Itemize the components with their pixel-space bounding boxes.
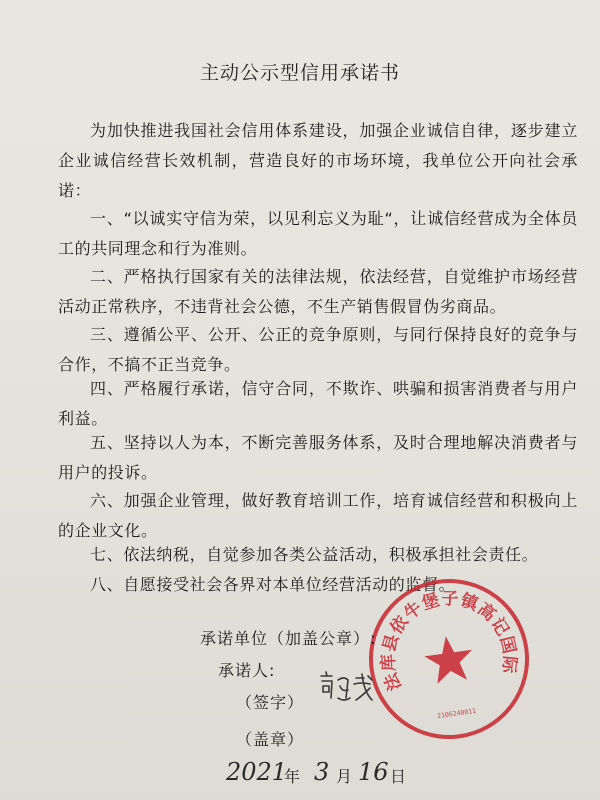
date-day-handwritten: 16: [358, 758, 389, 786]
pledge-item-3: 三、遵循公平、公开、公正的竞争原则，与同行保持良好的竞争与合作，不搞不正当竞争。: [58, 325, 578, 374]
pledge-item-8: 八、自愿接受社会各界对本单位经营活动的监督。: [90, 575, 456, 594]
pledge-item-4: 四、严格履行承诺，信守合同，不欺诈、哄骗和损害消费者与用户利益。: [58, 379, 578, 428]
handwritten-signature: [318, 668, 378, 708]
intro-paragraph: 为加快推进我国社会信用体系建设，加强企业诚信自律，逐步建立企业诚信经营长效机制，营造良好的市场环境，我单位公开向社会承诺：: [58, 121, 578, 200]
seal-star-icon: [422, 633, 476, 685]
document-title: 主动公示型信用承诺书: [199, 62, 400, 84]
pledge-item-6: 六、加强企业管理，做好教育培训工作，培育诚信经营和积极向上的企业文化。: [58, 491, 578, 540]
commitment-person-label: 承诺人:: [218, 661, 276, 680]
date-month-handwritten: 3: [314, 758, 330, 786]
date-year-handwritten: 2021: [226, 758, 288, 786]
pledge-item-2: 二、严格执行国家有关的法律法规，依法经营，自觉维护市场经营活动正常秩序，不违背社会公德，不生产销售假冒伪劣商品。: [58, 267, 578, 316]
pledge-item-5: 五、坚持以人为本，不断完善服务体系，及时合理地解决消费者与用户的投诉。: [58, 433, 578, 482]
seal-code: 2106240011: [436, 706, 477, 721]
commitment-unit-label: 承诺单位（加盖公章）:: [200, 629, 377, 648]
date-year-char: 年: [284, 767, 301, 786]
sign-label: （签字）: [236, 693, 305, 712]
date-day-char: 日: [390, 767, 407, 786]
pledge-item-1: 一、“以诚实守信为荣，以见利忘义为耻“，让诚信经营成为全体员工的共同理念和行为准则。: [58, 209, 578, 258]
official-seal: [366, 576, 532, 742]
seal-text: 辽宁省法库县依牛堡子镇高记国际旅行社: [378, 589, 520, 694]
pledge-item-7: 七、依法纳税，自觉参加各类公益活动，积极承担社会责任。: [90, 545, 539, 564]
date-month-char: 月: [336, 767, 353, 786]
seal-label: （盖章）: [236, 730, 305, 749]
